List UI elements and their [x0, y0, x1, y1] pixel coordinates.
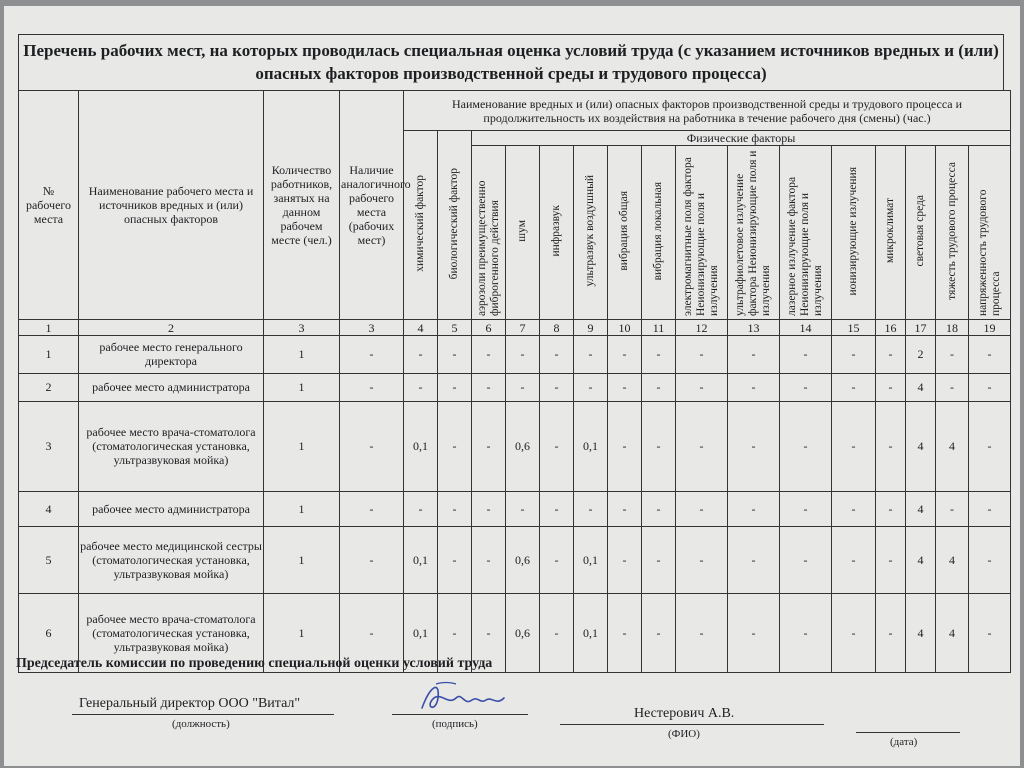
factor-value: - — [780, 526, 832, 594]
header-factor-13: микроклимат — [876, 146, 906, 320]
header-name: Наименование рабочего места и источников вредных и (или) опасных факторов — [79, 91, 264, 320]
date-line — [856, 732, 960, 733]
table-row — [19, 526, 1011, 594]
factor-value: - — [438, 594, 472, 673]
factor-value: - — [540, 336, 574, 373]
column-index-cell: 15 — [832, 320, 876, 336]
factor-value: - — [642, 526, 676, 594]
factor-value: - — [676, 373, 728, 401]
worker-count: 1 — [264, 401, 340, 491]
factor-value: 0,1 — [404, 526, 438, 594]
workplace-name: рабочее место врача-стоматолога (стоматологическая установка, ультразвуковая мойка) — [79, 594, 264, 673]
analog-places: - — [340, 373, 404, 401]
factor-value: - — [472, 373, 506, 401]
factor-value: - — [404, 491, 438, 526]
analog-places: - — [340, 401, 404, 491]
column-index-cell: 19 — [969, 320, 1011, 336]
column-index-cell: 8 — [540, 320, 574, 336]
column-index-cell: 10 — [608, 320, 642, 336]
factor-value: 0,1 — [574, 401, 608, 491]
worker-count: 1 — [264, 491, 340, 526]
column-index-cell: 2 — [79, 320, 264, 336]
workplace-number: 4 — [19, 491, 79, 526]
factor-value: 0,1 — [404, 401, 438, 491]
factor-value: 4 — [906, 526, 936, 594]
factor-value: - — [728, 336, 780, 373]
factor-value: - — [780, 401, 832, 491]
column-index-cell: 18 — [936, 320, 969, 336]
factor-value: - — [438, 373, 472, 401]
worker-count: 1 — [264, 594, 340, 673]
table-row — [19, 491, 1011, 526]
factor-value: - — [780, 373, 832, 401]
header-factor-1: химический фактор — [404, 131, 438, 320]
factor-value: - — [540, 401, 574, 491]
factor-value: - — [780, 491, 832, 526]
factor-value: - — [540, 594, 574, 673]
factor-value: - — [728, 491, 780, 526]
signature-line — [392, 714, 528, 715]
column-index-cell: 13 — [728, 320, 780, 336]
header-analog: Наличие аналогичного рабочего места (рабочих мест) — [340, 91, 404, 320]
factor-value: - — [574, 491, 608, 526]
factor-value: 2 — [906, 336, 936, 373]
commission-chair-label: Председатель комиссии по проведению специальной оценки условий труда — [16, 656, 493, 671]
factor-value: - — [506, 336, 540, 373]
factor-value: - — [676, 401, 728, 491]
factor-value: - — [728, 373, 780, 401]
worker-count: 1 — [264, 336, 340, 373]
fio-value: Нестерович А.В. — [634, 706, 735, 721]
position-line — [72, 714, 334, 715]
factor-value: 0,6 — [506, 401, 540, 491]
header-factor-16: напряженность трудового процесса — [969, 146, 1011, 320]
position-value: Генеральный директор ООО "Витал" — [79, 696, 301, 711]
factor-value: - — [642, 594, 676, 673]
factor-value: - — [676, 594, 728, 673]
document-sheet — [4, 6, 1020, 766]
header-factor-14: световая среда — [906, 146, 936, 320]
factor-value: - — [506, 373, 540, 401]
date-caption: (дата) — [890, 736, 918, 748]
header-factor-2: биологический фактор — [438, 131, 472, 320]
signature-image — [416, 678, 516, 718]
header-factor-5: инфразвук — [540, 146, 574, 320]
workplace-number: 3 — [19, 401, 79, 491]
factor-value: - — [642, 336, 676, 373]
factor-value: - — [608, 336, 642, 373]
factor-value: - — [969, 491, 1011, 526]
factor-value: 0,1 — [404, 594, 438, 673]
factor-value: - — [404, 336, 438, 373]
factor-value: 4 — [936, 526, 969, 594]
factor-value: - — [506, 491, 540, 526]
factor-value: - — [472, 491, 506, 526]
header-factor-9: электромагнитные поля фактора Неионизирующие поля и излучения — [676, 146, 728, 320]
header-factor-4: шум — [506, 146, 540, 320]
workplace-number: 5 — [19, 526, 79, 594]
factor-value: - — [472, 401, 506, 491]
factor-value: - — [969, 401, 1011, 491]
column-index-cell: 14 — [780, 320, 832, 336]
column-index-cell: 5 — [438, 320, 472, 336]
factor-value: - — [936, 373, 969, 401]
factor-value: - — [969, 594, 1011, 673]
column-index-cell: 12 — [676, 320, 728, 336]
factor-value: - — [472, 594, 506, 673]
factor-value: - — [540, 526, 574, 594]
column-index-cell: 3 — [340, 320, 404, 336]
factor-value: 4 — [936, 401, 969, 491]
factor-value: 0,1 — [574, 594, 608, 673]
factor-value: - — [574, 373, 608, 401]
factor-value: - — [936, 491, 969, 526]
header-factor-11: лазерное излучение фактора Неионизирующие поля и излучения — [780, 146, 832, 320]
column-index-cell: 4 — [404, 320, 438, 336]
factor-value: - — [728, 401, 780, 491]
column-index-cell: 3 — [264, 320, 340, 336]
header-physical-group: Физические факторы — [472, 131, 1011, 146]
factor-value: - — [969, 336, 1011, 373]
header-factor-10: ультрафиолетовое излучение фактора Неионизирующие поля и излучения — [728, 146, 780, 320]
analog-places: - — [340, 526, 404, 594]
factor-value: - — [676, 491, 728, 526]
factor-value: - — [642, 491, 676, 526]
workplace-number: 6 — [19, 594, 79, 673]
factor-value: - — [438, 491, 472, 526]
table-body — [19, 320, 1011, 673]
factor-value: 0,6 — [506, 526, 540, 594]
table-row — [19, 336, 1011, 373]
factor-value: - — [438, 526, 472, 594]
header-factor-6: ультразвук воздушный — [574, 146, 608, 320]
header-count: Количество работников, занятых на данном рабочем месте (чел.) — [264, 91, 340, 320]
signature-caption: (подпись) — [432, 718, 478, 730]
header-factor-3: аэрозоли преимущественно фиброгенного действия — [472, 146, 506, 320]
factor-value: - — [438, 336, 472, 373]
analog-places: - — [340, 491, 404, 526]
factor-value: - — [608, 491, 642, 526]
factor-value: - — [936, 336, 969, 373]
position-caption: (должность) — [172, 718, 230, 730]
factor-value: - — [676, 336, 728, 373]
column-index-cell: 16 — [876, 320, 906, 336]
factor-value: 4 — [936, 594, 969, 673]
column-index-cell: 6 — [472, 320, 506, 336]
column-index-row — [19, 320, 1011, 336]
factor-value: - — [728, 594, 780, 673]
factor-value: - — [969, 373, 1011, 401]
analog-places: - — [340, 594, 404, 673]
factor-value: - — [832, 594, 876, 673]
factor-value: - — [876, 526, 906, 594]
analog-places: - — [340, 336, 404, 373]
table-row — [19, 401, 1011, 491]
factor-value: 4 — [906, 491, 936, 526]
factor-value: - — [472, 336, 506, 373]
factor-value: - — [540, 373, 574, 401]
header-factor-7: вибрация общая — [608, 146, 642, 320]
table-row — [19, 373, 1011, 401]
worker-count: 1 — [264, 526, 340, 594]
factor-value: - — [780, 336, 832, 373]
factor-value: - — [876, 491, 906, 526]
header-factors-group: Наименование вредных и (или) опасных факторов производственной среды и трудового процесса и продолжительность их воздействия на работника в течение рабочего дня (смены) (час.) — [404, 91, 1011, 131]
factor-value: - — [540, 491, 574, 526]
workplace-name: рабочее место медицинской сестры (стоматологическая установка, ультразвуковая мойка) — [79, 526, 264, 594]
factor-value: - — [969, 526, 1011, 594]
workplace-name: рабочее место генерального директора — [79, 336, 264, 373]
factor-value: - — [876, 401, 906, 491]
factor-value: 4 — [906, 401, 936, 491]
factor-value: - — [876, 336, 906, 373]
column-index-cell: 7 — [506, 320, 540, 336]
factor-value: - — [832, 401, 876, 491]
factor-value: - — [780, 594, 832, 673]
column-index-cell: 9 — [574, 320, 608, 336]
factor-value: - — [608, 401, 642, 491]
factor-value: - — [642, 401, 676, 491]
factor-value: - — [876, 594, 906, 673]
factor-value: - — [472, 526, 506, 594]
factor-value: - — [438, 401, 472, 491]
factor-value: 4 — [906, 373, 936, 401]
workplace-name: рабочее место администратора — [79, 373, 264, 401]
factor-value: 0,6 — [506, 594, 540, 673]
worker-count: 1 — [264, 373, 340, 401]
factor-value: - — [574, 336, 608, 373]
workplace-name: рабочее место администратора — [79, 491, 264, 526]
header-num: № рабочего места — [19, 91, 79, 320]
column-index-cell: 1 — [19, 320, 79, 336]
factor-value: - — [676, 526, 728, 594]
workplace-table — [18, 90, 1011, 673]
column-index-cell: 11 — [642, 320, 676, 336]
factor-value: - — [832, 491, 876, 526]
workplace-number: 2 — [19, 373, 79, 401]
header-factor-12: ионизирующие излучения — [832, 146, 876, 320]
column-index-cell: 17 — [906, 320, 936, 336]
fio-line — [560, 724, 824, 725]
factor-value: - — [832, 336, 876, 373]
workplace-number: 1 — [19, 336, 79, 373]
header-factor-15: тяжесть трудового процесса — [936, 146, 969, 320]
factor-value: - — [832, 373, 876, 401]
workplace-name: рабочее место врача-стоматолога (стоматологическая установка, ультразвуковая мойка) — [79, 401, 264, 491]
factor-value: - — [608, 373, 642, 401]
factor-value: - — [404, 373, 438, 401]
factor-value: - — [832, 526, 876, 594]
factor-value: 0,1 — [574, 526, 608, 594]
document-title: Перечень рабочих мест, на которых проводилась специальная оценка условий труда (с указанием источников вредных и (или) опасных факторов производственной среды и трудового процесса) — [18, 34, 1004, 90]
factor-value: - — [608, 594, 642, 673]
fio-caption: (ФИО) — [668, 728, 700, 740]
header-factor-8: вибрация локальная — [642, 146, 676, 320]
factor-value: - — [642, 373, 676, 401]
factor-value: 4 — [906, 594, 936, 673]
factor-value: - — [876, 373, 906, 401]
factor-value: - — [728, 526, 780, 594]
factor-value: - — [608, 526, 642, 594]
